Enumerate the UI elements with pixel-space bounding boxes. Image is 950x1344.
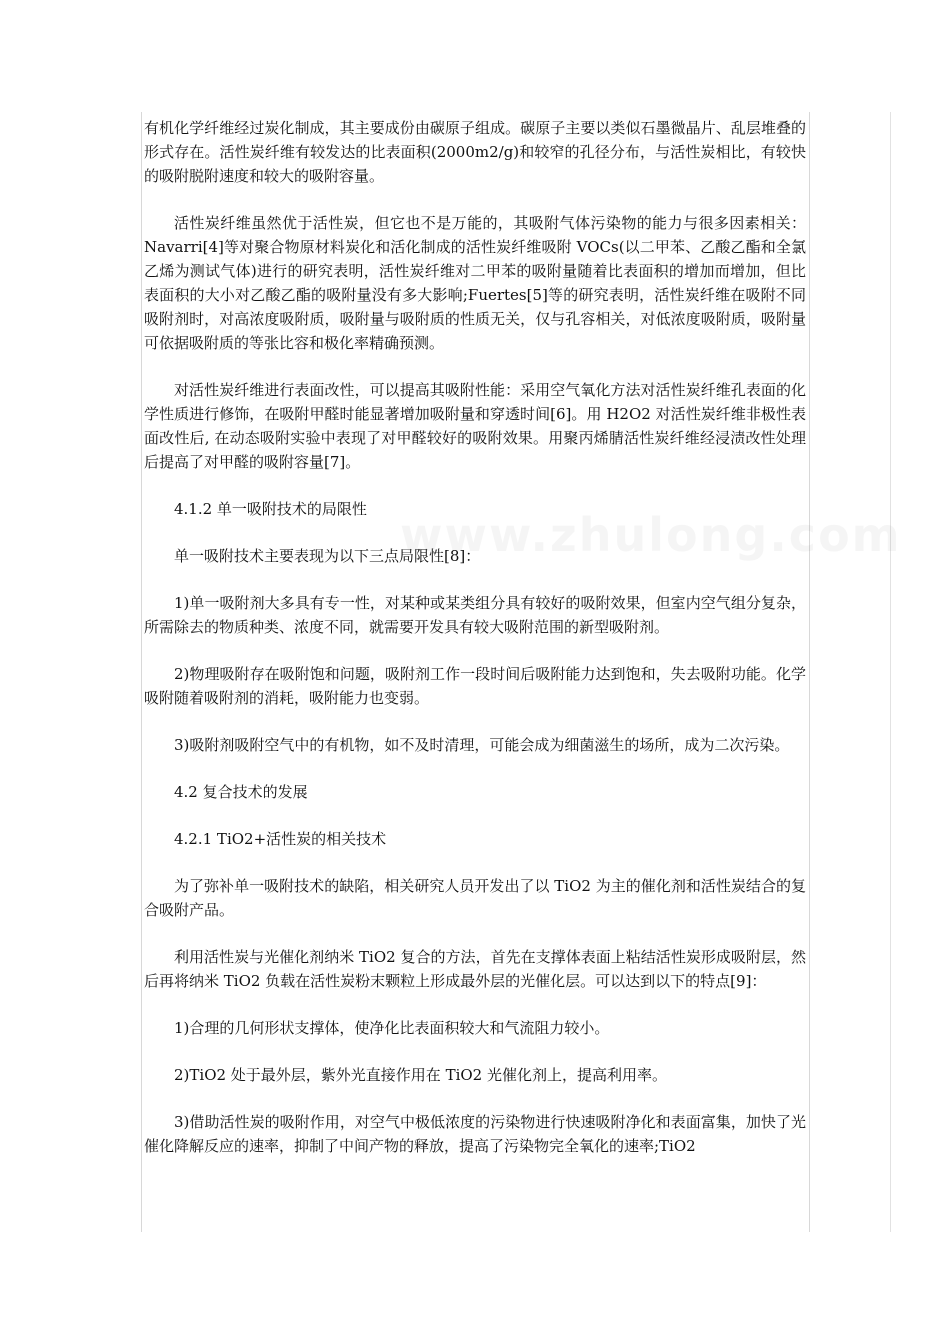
section-heading-4-2: 4.2 复合技术的发展 bbox=[174, 783, 308, 801]
list-item-limitation-3: 3)吸附剂吸附空气中的有机物，如不及时清理，可能会成为细菌滋生的场所，成为二次污染。 bbox=[174, 736, 790, 754]
watermark-text: www.zhulong.com bbox=[400, 508, 902, 562]
paragraph-acf-modification: 对活性炭纤维进行表面改性，可以提高其吸附性能：采用空气氧化方法对活性炭纤维孔表面的化学性质进行修饰，在吸附甲醛时能显著增加吸附量和穿透时间[6]。用 H2O2 对活性炭纤维非极性表面改性后, 在动态吸附实验中表现了对甲醛较好的吸附效果。用聚丙烯腈活性炭纤维经浸渍改性处理后提高了对甲醛的吸附容量[7]。 bbox=[144, 381, 806, 471]
paragraph-composite-method: 利用活性炭与光催化剂纳米 TiO2 复合的方法，首先在支撑体表面上粘结活性炭形成吸附层，然后再将纳米 TiO2 负载在活性炭粉末颗粒上形成最外层的光催化层。可以达到以下的特点[9]： bbox=[144, 948, 806, 990]
paragraph-acf-factors: 活性炭纤维虽然优于活性炭，但它也不是万能的，其吸附气体污染物的能力与很多因素相关：Navarri[4]等对聚合物原材料炭化和活化制成的活性炭纤维吸附 VOCs(以二甲苯、乙酸乙酯和全氯乙烯为测试气体)进行的研究表明，活性炭纤维对二甲苯的吸附量随着比表面积的增加而增加，但比表面积的大小对乙酸乙酯的吸附量没有多大影响;Fuertes[5]等的研究表明，活性炭纤维在吸附不同吸附剂时，对高浓度吸附质，吸附量与吸附质的性质无关，仅与孔容相关，对低浓度吸附质，吸附量可依据吸附质的等张比容和极化率精确预测。 bbox=[144, 214, 806, 352]
document-body bbox=[144, 116, 806, 1230]
section-heading-4-2-1: 4.2.1 TiO2+活性炭的相关技术 bbox=[174, 830, 387, 848]
paragraph-limitations-intro: 单一吸附技术主要表现为以下三点局限性[8]： bbox=[174, 547, 481, 565]
right-margin-rule bbox=[890, 112, 891, 1232]
list-item-feature-3: 3)借助活性炭的吸附作用，对空气中极低浓度的污染物进行快速吸附净化和表面富集，加快了光催化降解反应的速率，抑制了中间产物的释放，提高了污染物完全氧化的速率;TiO2 bbox=[144, 1113, 806, 1155]
list-item-feature-2: 2)TiO2 处于最外层，紫外光直接作用在 TiO2 光催化剂上，提高利用率。 bbox=[174, 1066, 667, 1084]
paragraph-acf-intro: 有机化学纤维经过炭化制成，其主要成份由碳原子组成。碳原子主要以类似石墨微晶片、乱层堆叠的形式存在。活性炭纤维有较发达的比表面积(2000m2/g)和较窄的孔径分布，与活性炭相比，有较快的吸附脱附速度和较大的吸附容量。 bbox=[144, 119, 806, 185]
list-item-feature-1: 1)合理的几何形状支撑体，使净化比表面积较大和气流阻力较小。 bbox=[174, 1019, 610, 1037]
section-heading-4-1-2: 4.1.2 单一吸附技术的局限性 bbox=[174, 500, 367, 518]
list-item-limitation-1: 1)单一吸附剂大多具有专一性，对某种或某类组分具有较好的吸附效果，但室内空气组分复杂，所需除去的物质种类、浓度不同，就需要开发具有较大吸附范围的新型吸附剂。 bbox=[144, 594, 806, 636]
paragraph-composite-intro: 为了弥补单一吸附技术的缺陷，相关研究人员开发出了以 TiO2 为主的催化剂和活性炭结合的复合吸附产品。 bbox=[144, 877, 806, 919]
list-item-limitation-2: 2)物理吸附存在吸附饱和问题，吸附剂工作一段时间后吸附能力达到饱和，失去吸附功能。化学吸附随着吸附剂的消耗，吸附能力也变弱。 bbox=[144, 665, 806, 707]
